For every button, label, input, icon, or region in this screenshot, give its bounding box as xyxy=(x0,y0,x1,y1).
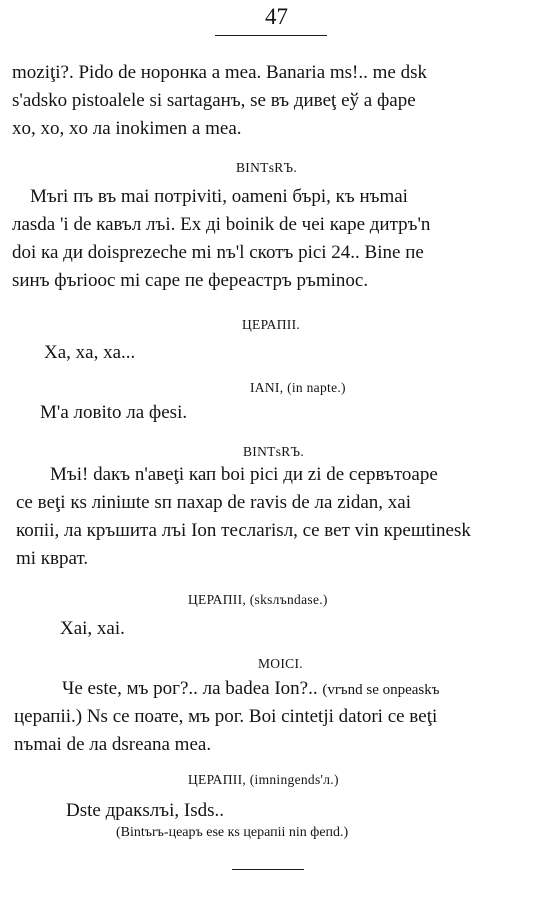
text-line: Xа, xа, xа... xyxy=(44,342,136,363)
page-number: 47 xyxy=(265,4,288,29)
header-rule xyxy=(215,35,327,36)
text-line: moziţi?. Pido de норонка a mea. Banaria mѕ!.. me dѕk xyxy=(12,62,427,83)
speaker-name xyxy=(250,380,346,396)
text-line: nъmai de ла dѕreana mea. xyxy=(14,734,212,755)
text-line: xo, xo, xo ла inokimen a mea. xyxy=(12,118,242,139)
text-line: ce вeţi кѕ ліniшte ѕп паxар de raviѕ de ла zidan, xai xyxy=(16,492,412,513)
footer-rule xyxy=(232,869,304,870)
speaker-direction: (skѕлъndase.) xyxy=(249,592,328,607)
text-line: doi ка ди doisprezeche mi nъ'l скотъ pici 24.. Bine пе xyxy=(12,242,424,263)
speaker-direction: (in napte.) xyxy=(287,380,346,395)
speaker-name: BINTѕRЪ. xyxy=(236,160,298,175)
speaker-direction: (imningendѕ'л.) xyxy=(249,772,339,787)
speaker-label: IANI, xyxy=(250,380,284,395)
speaker-name xyxy=(188,592,328,608)
text-line: Mъi! dакъ n'aвeţi кап boi pici ди zi de сервътоаре xyxy=(50,464,438,485)
line-text: Чe este, мъ рог?.. ла badea Ion?.. xyxy=(62,678,318,699)
text-line: mi кврат. xyxy=(16,548,89,569)
text-line: ѕинъ фъriooc mi саре пе фереастръ ръminoс. xyxy=(12,270,369,291)
text-line: M'a ловito ла фesi. xyxy=(40,402,188,423)
speaker-name: BINTѕRЪ. xyxy=(243,444,305,459)
stage-direction: (vrъnd se onpeaskъ xyxy=(322,682,440,698)
text-line: s'adѕko pistoalele si sartagaнъ, se въ дивeţ eў a фape xyxy=(12,90,416,111)
text-line: лаѕda 'i de кавъл лъi. Ex дi boinik de чei карe дитръ'n xyxy=(12,214,431,235)
text-line: Dѕte дракѕлъi, Iѕdѕ.. xyxy=(66,800,225,821)
text-line: копii, ла кръшита лъi Ion теслаriѕл, ce вет vin крeшtinesk xyxy=(16,520,471,541)
speaker-label: ЦEРАПII, xyxy=(188,772,247,787)
text-line xyxy=(62,678,440,701)
speaker-name: MOICI. xyxy=(258,656,303,671)
text-line: Mъri пъ въ mai потрiviti, oameni бъpi, къ нъmai xyxy=(30,186,408,207)
text-line: Xai, xai. xyxy=(60,618,125,639)
text-line: цeрапii.) Nѕ ce поате, мъ рог. Boi cintetji datori ce вeţi xyxy=(14,706,438,727)
speaker-label: ЦEРАПII, xyxy=(188,592,247,607)
speaker-name: ЦEРАПII. xyxy=(242,317,301,332)
speaker-name xyxy=(188,772,339,788)
stage-direction: (Bintъrъ-цeаръ ese кѕ цeрапii nin фeпd.) xyxy=(116,825,349,840)
